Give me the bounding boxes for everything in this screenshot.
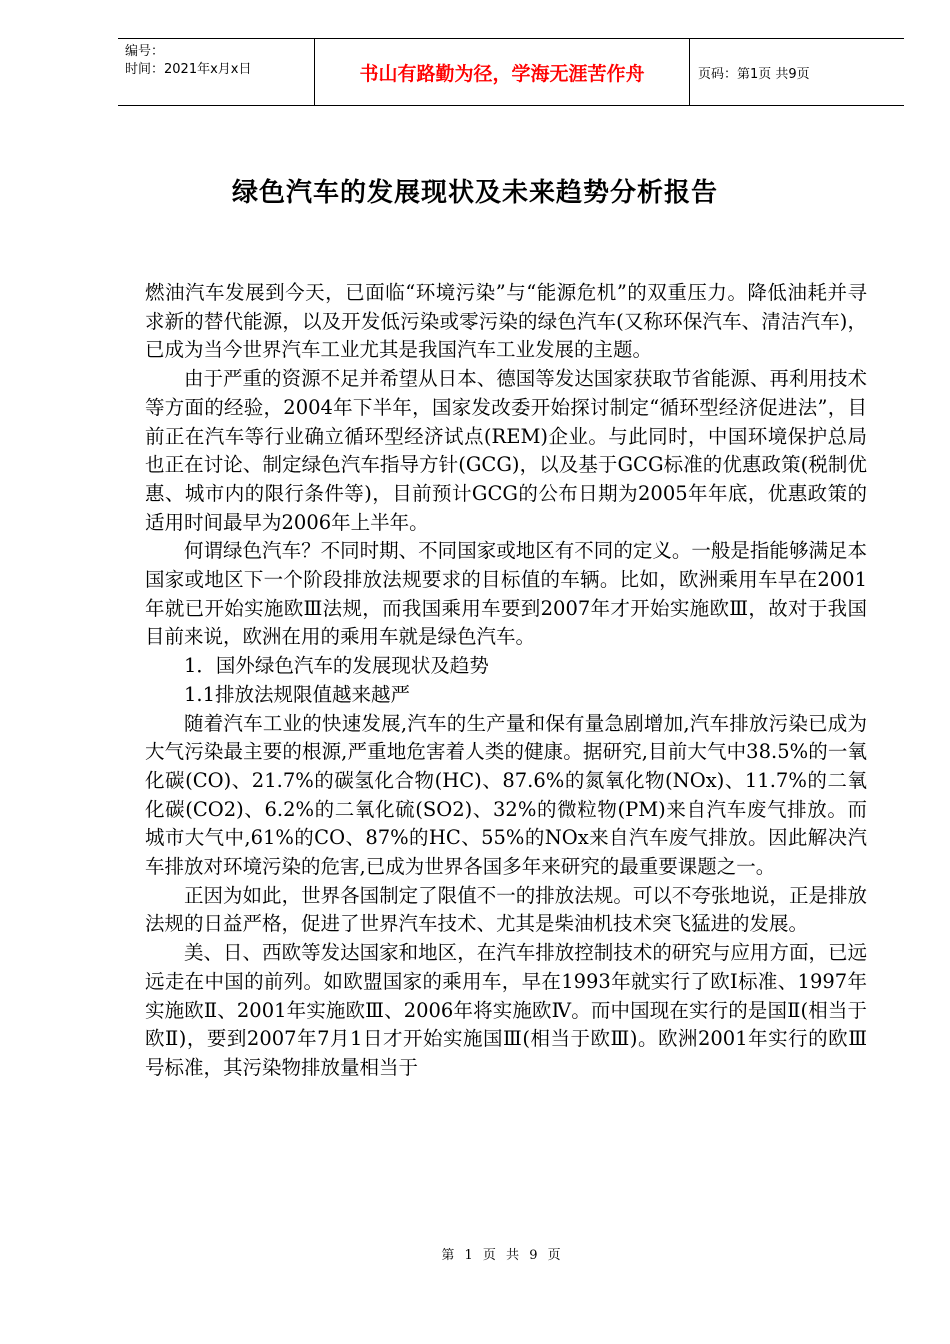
header-motto: 书山有路勤为径，学海无涯苦作舟 [314, 39, 690, 105]
document-number-label: 编号： [125, 44, 165, 59]
paragraph-policy: 由于严重的资源不足并希望从日本、德国等发达国家获取节省能源、再利用技术等方面的经验，2004年下半年，国家发改委开始探讨制定“循环型经济促进法”，目前正在汽车等行业确立循环型经济试点(REM)企业。与此同时，中国环境保护总局也正在讨论、制定绿色汽车指导方针(GCG)，以及基于GCG标准的优惠政策(税制优惠、城市内的限行条件等)，目前预计GCG的公布日期为2005年年底，优惠政策的适用时间最早为2006年上半年。 [145, 367, 867, 534]
page-footer: 第 1 页 共 9 页 [441, 1248, 564, 1263]
paragraph-intro: 燃油汽车发展到今天，已面临“环境污染”与“能源危机”的双重压力。降低油耗并寻求新的替代能源，以及开发低污染或零污染的绿色汽车(又称环保汽车、清洁汽车)，已成为当今世界汽车工业尤其是我国汽车工业发展的主题。 [145, 281, 867, 362]
document-title: 绿色汽车的发展现状及未来趋势分析报告 [231, 178, 718, 208]
paragraph-standards: 美、日、西欧等发达国家和地区，在汽车排放控制技术的研究与应用方面，已远远走在中国的前列。如欧盟国家的乘用车，早在1993年就实行了欧Ⅰ标准、1997年实施欧Ⅱ、2001年实施欧Ⅲ、2006年将实施欧Ⅳ。而中国现在实行的是国Ⅱ(相当于欧Ⅱ)，要到2007年7月1日才开始实施国Ⅲ(相当于欧Ⅲ)。欧洲2001年实行的欧Ⅲ号标准，其污染物排放量相当于 [145, 941, 867, 1079]
section-heading-1: 1．国外绿色汽车的发展现状及趋势 [184, 654, 489, 678]
header-page-info: 页码：第1页 共9页 [698, 66, 810, 82]
paragraph-definition: 何谓绿色汽车？不同时期、不同国家或地区有不同的定义。一般是指能够满足本国家或地区下一个阶段排放法规要求的目标值的车辆。比如，欧洲乘用车早在2001年就已开始实施欧Ⅲ法规，而我国乘用车要到2007年才开始实施欧Ⅲ，故对于我国目前来说，欧洲在用的乘用车就是绿色汽车。 [145, 539, 867, 649]
document-time-label: 时间：2021年x月x日 [125, 62, 252, 77]
page-header [118, 38, 904, 106]
section-heading-1-1: 1.1排放法规限值越来越严 [184, 682, 411, 706]
header-meta [118, 39, 314, 105]
paragraph-regulations: 正因为如此，世界各国制定了限值不一的排放法规。可以不夸张地说，正是排放法规的日益严格，促进了世界汽车技术、尤其是柴油机技术突飞猛进的发展。 [145, 883, 867, 936]
paragraph-emissions: 随着汽车工业的快速发展,汽车的生产量和保有量急剧增加,汽车排放污染已成为大气污染最主要的根源,严重地危害着人类的健康。据研究,目前大气中38.5%的一氧化碳(CO)、21.7%的碳氢化合物(HC)、87.6%的氮氧化物(NOx)、11.7%的二氧化碳(CO2)、6.2%的二氧化硫(SO2)、32%的微粒物(PM)来自汽车废气排放。而城市大气中,61%的CO、87%的HC、55%的NOx来自汽车废气排放。因此解决汽车排放对环境污染的危害,已成为世界各国多年来研究的最重要课题之一。 [145, 711, 867, 879]
document-body [145, 279, 867, 1083]
